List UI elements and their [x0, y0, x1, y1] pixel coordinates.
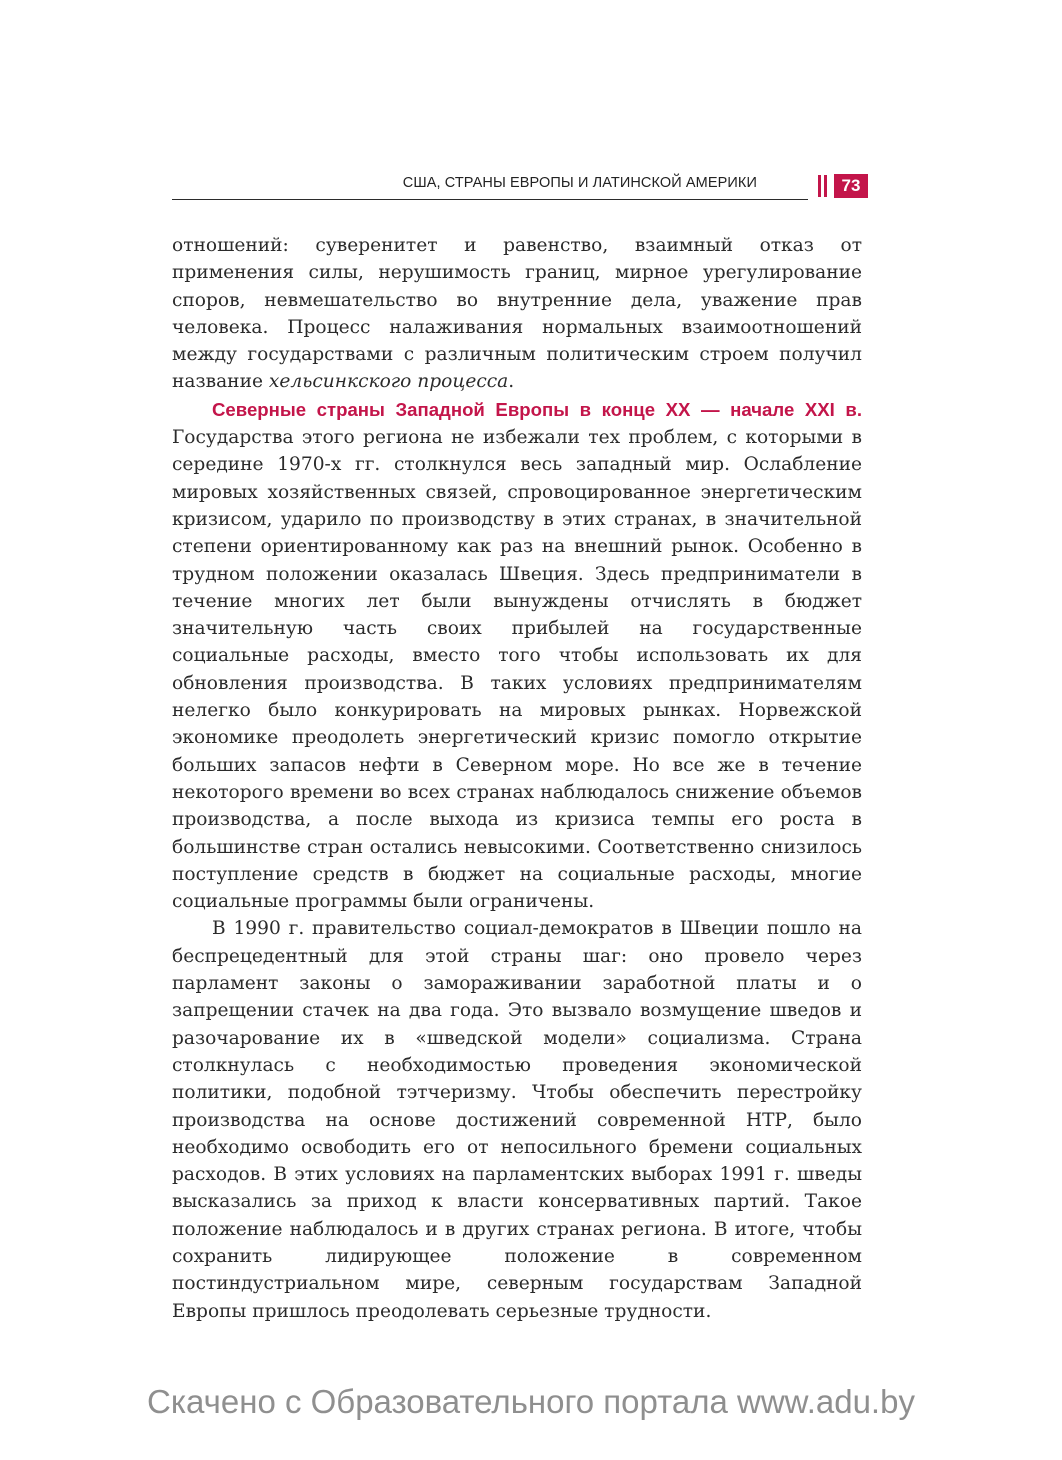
running-header [172, 172, 862, 202]
term-italic: хельсинкского процесса [268, 371, 509, 393]
body-text [172, 232, 862, 1325]
page-number: 73 [834, 174, 868, 198]
watermark: Скачено с Образовательного портала www.adu.by [147, 1383, 915, 1420]
paragraph-1-text: отношений: суверенитет и равенство, взаимный отказ от применения силы, нерушимость границ, мирное урегулирование споров, невмешательство во внутренние дела, уважение прав человека. Процесс налаживания нормальных взаимоотношений между государствами с различным политическим строем получил название [172, 235, 862, 393]
paragraph-1 [172, 232, 862, 396]
paragraph-1-end: . [508, 371, 515, 393]
paragraph-2-text: Государства этого региона не избежали тех проблем, с которыми в середине 1970-х гг. столкнулся весь западный мир. Ослабление мировых хозяйственных связей, спровоцированное энергетическим кризисом, ударило по производству в этих странах, в значительной степени ориентированному как раз на внешний рынок. Особенно в трудном положении оказалась Швеция. Здесь предприниматели в течение многих лет были вынуждены отчислять в бюджет значительную часть своих прибылей на государственные социальные расходы, вместо того чтобы использовать их для обновления производства. В таких условиях предпринимателям нелегко было конкурировать на мировых рынках. Норвежской экономике преодолеть энергетический кризис помогло открытие больших запасов нефти в Северном море. Но все же в течение некоторого времени во всех странах наблюдалось снижение объемов производства, а после выхода из кризиса темпы его роста в большинстве стран остались невысокими. Соответственно снизилось поступление средств в бюджет на социальные расходы, многие социальные программы были ограничены. [172, 427, 862, 913]
accent-bar [818, 175, 821, 197]
section-heading: Северные страны Западной Европы в конце XX — начале XXI в. [212, 398, 862, 420]
paragraph-2 [172, 396, 862, 916]
header-rule [172, 199, 808, 200]
header-accent-bars [818, 175, 830, 197]
section-title: США, СТРАНЫ ЕВРОПЫ И ЛАТИНСКОЙ АМЕРИКИ [402, 175, 757, 191]
paragraph-3: В 1990 г. правительство социал-демократов в Швеции пошло на беспрецедентный для этой страны шаг: оно провело через парламент законы о замораживании заработной платы и о запрещении стачек на два года. Это вызвало возмущение шведов и разочарование их в «шведской модели» социализма. Страна столкнулась с необходимостью проведения экономической политики, подобной тэтчеризму. Чтобы обеспечить перестройку производства на основе достижений современной НТР, было необходимо освободить его от непосильного бремени социальных расходов. В этих условиях на парламентских выборах 1991 г. шведы высказались за приход к власти консервативных партий. Такое положение наблюдалось и в других странах региона. В итоге, чтобы сохранить лидирующее положение в современном постиндустриальном мире, северным государствам Западной Европы пришлось преодолевать серьезные трудности. [172, 918, 862, 1322]
accent-bar [824, 175, 827, 197]
